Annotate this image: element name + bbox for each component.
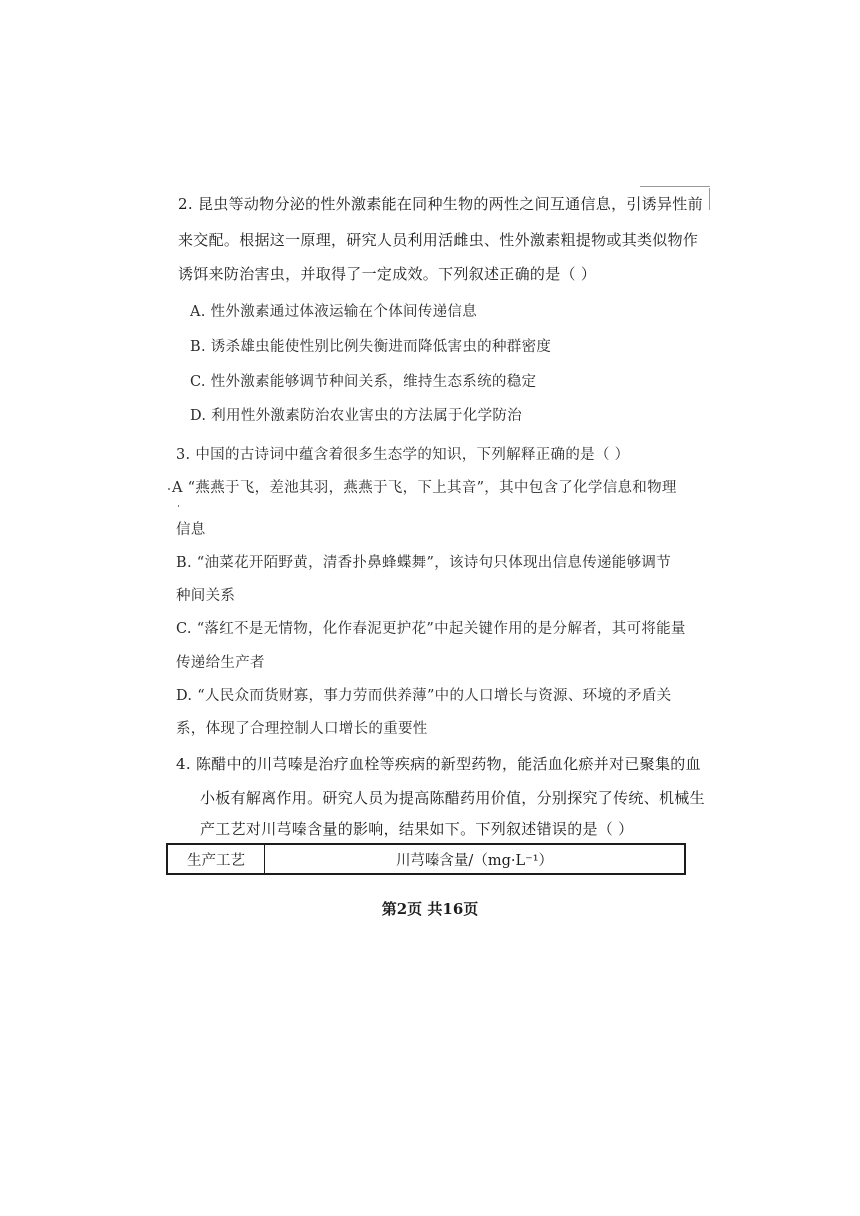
results-table xyxy=(166,843,686,875)
scan-border-top xyxy=(640,186,710,187)
question-3-option-d-line-1[interactable]: D. “人民众而货财寡，事力劳而供养薄”中的人口增长与资源、环境的矛盾关 xyxy=(176,688,672,704)
question-2-stem-line-1: 2. 昆虫等动物分泌的性外激素能在同种生物的两性之间互通信息，引诱异性前 xyxy=(178,195,703,213)
scan-border-right xyxy=(709,188,710,210)
question-3-option-b-line-1[interactable]: B. “油菜花开陌野黄，清香扑鼻蜂蝶舞”，该诗句只体现出信息传递能够调节 xyxy=(176,555,671,571)
question-4-stem-line-2: 小板有解离作用。研究人员为提高陈醋药用价值，分别探究了传统、机械生 xyxy=(200,789,705,807)
table-header-content: 川芎嗪含量/（mg·L⁻¹） xyxy=(395,852,554,869)
question-3-option-a-line-1[interactable]: A “燕燕于飞，差池其羽，燕燕于飞，下上其音”，其中包含了化学信息和物理 xyxy=(172,480,677,496)
question-2-option-d[interactable]: D. 利用性外激素防治农业害虫的方法属于化学防治 xyxy=(190,408,523,424)
question-4-stem-line-1: 4. 陈醋中的川芎嗪是治疗血栓等疾病的新型药物，能活血化瘀并对已聚集的血 xyxy=(176,755,701,773)
question-3-option-d-line-2[interactable]: 系，体现了合理控制人口增长的重要性 xyxy=(176,721,428,737)
question-3-stem: 3. 中国的古诗词中蕴含着很多生态学的知识，下列解释正确的是（ ） xyxy=(176,447,630,463)
question-4-stem-line-3: 产工艺对川芎嗪含量的影响，结果如下。下列叙述错误的是（ ） xyxy=(200,820,634,838)
question-2-option-b[interactable]: B. 诱杀雄虫能使性别比例失衡进而降低害虫的种群密度 xyxy=(190,339,552,355)
scan-speck xyxy=(178,505,179,507)
question-2-option-c[interactable]: C. 性外激素能够调节种间关系，维持生态系统的稳定 xyxy=(190,374,537,390)
question-3-option-c-line-1[interactable]: C. “落红不是无情物，化作春泥更护花”中起关键作用的是分解者，其可将能量 xyxy=(176,621,686,637)
question-3-option-c-line-2[interactable]: 传递给生产者 xyxy=(176,655,265,671)
table-header-process: 生产工艺 xyxy=(168,845,265,873)
scan-speck xyxy=(168,488,170,490)
question-3-option-a-line-2[interactable]: 信息 xyxy=(176,522,206,538)
question-3-option-b-line-2[interactable]: 种间关系 xyxy=(176,588,236,604)
question-2-stem-line-2: 来交配。根据这一原理，研究人员利用活雌虫、性外激素粗提物或其类似物作 xyxy=(178,231,699,249)
page-number: 第2页 共16页 xyxy=(381,900,479,918)
question-2-option-a[interactable]: A. 性外激素通过体液运输在个体间传递信息 xyxy=(190,304,477,320)
question-2-stem-line-3: 诱饵来防治害虫，并取得了一定成效。下列叙述正确的是（ ） xyxy=(178,265,597,283)
